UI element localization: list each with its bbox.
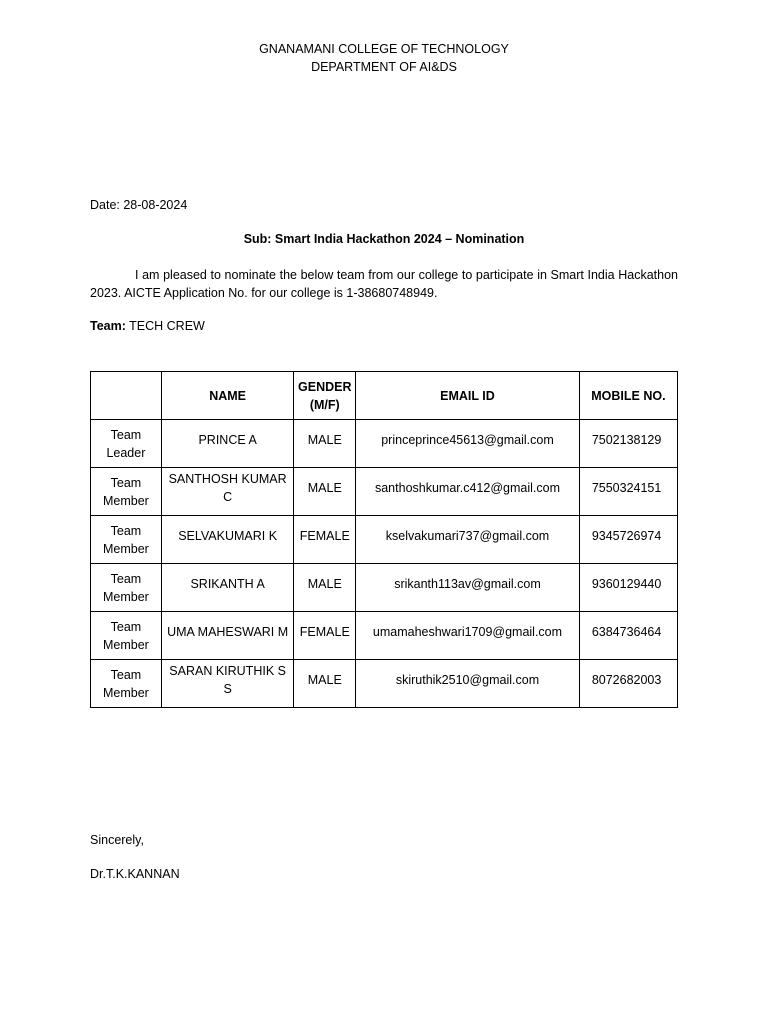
- email-cell: [356, 468, 580, 516]
- date-line: Date: 28-08-2024: [90, 198, 188, 212]
- table-row: [91, 516, 678, 564]
- table-row: [91, 564, 678, 612]
- role-cell: Team Member: [91, 516, 162, 564]
- email-text: santhoshkumar.c412@gmail.com: [374, 480, 560, 495]
- name-cell: [161, 516, 294, 564]
- name-cell: [161, 564, 294, 612]
- role-cell: Team Member: [91, 660, 162, 708]
- team-line: [90, 319, 205, 333]
- gender-cell: [294, 660, 356, 708]
- email-cell: [356, 612, 580, 660]
- gender-cell: [294, 516, 356, 564]
- role-cell: Team Leader: [91, 420, 162, 468]
- gender-cell: [294, 420, 356, 468]
- header-mobile: MOBILE NO.: [579, 372, 677, 420]
- subject-line: Sub: Smart India Hackathon 2024 – Nomination: [243, 232, 525, 246]
- email-text: srikanth113av@gmail.com: [394, 576, 541, 591]
- mobile-text: 9360129440: [591, 576, 662, 591]
- name-text: SRIKANTH A: [190, 576, 265, 591]
- college-name: GNANAMANI COLLEGE OF TECHNOLOGY: [259, 42, 509, 56]
- gender-cell: [294, 612, 356, 660]
- name-text: SARAN KIRUTHIK S S: [169, 663, 286, 696]
- team-name: TECH CREW: [125, 319, 205, 333]
- name-text: SELVAKUMARI K: [178, 528, 278, 543]
- email-cell: [356, 564, 580, 612]
- table-header-row: [91, 372, 678, 420]
- email-text: princeprince45613@gmail.com: [381, 432, 554, 447]
- role-cell: Team Member: [91, 612, 162, 660]
- mobile-cell: [579, 660, 677, 708]
- mobile-text: 7502138129: [591, 432, 662, 447]
- email-cell: [356, 420, 580, 468]
- table-row: [91, 660, 678, 708]
- name-text: PRINCE A: [198, 432, 257, 447]
- mobile-text: 8072682003: [591, 672, 662, 687]
- mobile-text: 7550324151: [591, 480, 662, 495]
- role-cell: Team Member: [91, 468, 162, 516]
- mobile-text: 9345726974: [591, 528, 662, 543]
- mobile-text: 6384736464: [591, 624, 662, 639]
- table-row: [91, 612, 678, 660]
- name-text: UMA MAHESWARI M: [167, 624, 289, 639]
- header-role: [91, 372, 162, 420]
- name-cell: [161, 612, 294, 660]
- header-email: EMAIL ID: [356, 372, 580, 420]
- mobile-cell: [579, 468, 677, 516]
- gender-text: FEMALE: [299, 528, 350, 543]
- table-row: [91, 468, 678, 516]
- role-cell: Team Member: [91, 564, 162, 612]
- mobile-cell: [579, 564, 677, 612]
- header-name: NAME: [161, 372, 294, 420]
- gender-cell: [294, 564, 356, 612]
- mobile-cell: [579, 612, 677, 660]
- nomination-paragraph: I am pleased to nominate the below team from our college to participate in Smart India Hackathon 2023. AICTE Application No. for our college is 1-38680748949.: [90, 268, 678, 300]
- email-text: umamaheshwari1709@gmail.com: [372, 624, 563, 639]
- name-cell: [161, 468, 294, 516]
- gender-text: MALE: [307, 672, 342, 687]
- gender-text: MALE: [307, 432, 342, 447]
- gender-cell: [294, 468, 356, 516]
- email-text: kselvakumari737@gmail.com: [385, 528, 550, 543]
- gender-text: MALE: [307, 576, 342, 591]
- mobile-cell: [579, 420, 677, 468]
- closing-line: Sincerely,: [90, 833, 144, 847]
- gender-text: MALE: [307, 480, 342, 495]
- name-cell: [161, 420, 294, 468]
- department-name: DEPARTMENT OF AI&DS: [311, 60, 457, 74]
- team-label: Team:: [90, 319, 126, 333]
- name-text: SANTHOSH KUMAR C: [168, 471, 287, 504]
- name-cell: [161, 660, 294, 708]
- team-table: [90, 371, 678, 708]
- email-cell: [356, 660, 580, 708]
- signatory-name: Dr.T.K.KANNAN: [90, 867, 180, 881]
- gender-text: FEMALE: [299, 624, 350, 639]
- email-text: skiruthik2510@gmail.com: [395, 672, 540, 687]
- header-gender: GENDER (M/F): [294, 372, 356, 420]
- email-cell: [356, 516, 580, 564]
- table-row: [91, 420, 678, 468]
- mobile-cell: [579, 516, 677, 564]
